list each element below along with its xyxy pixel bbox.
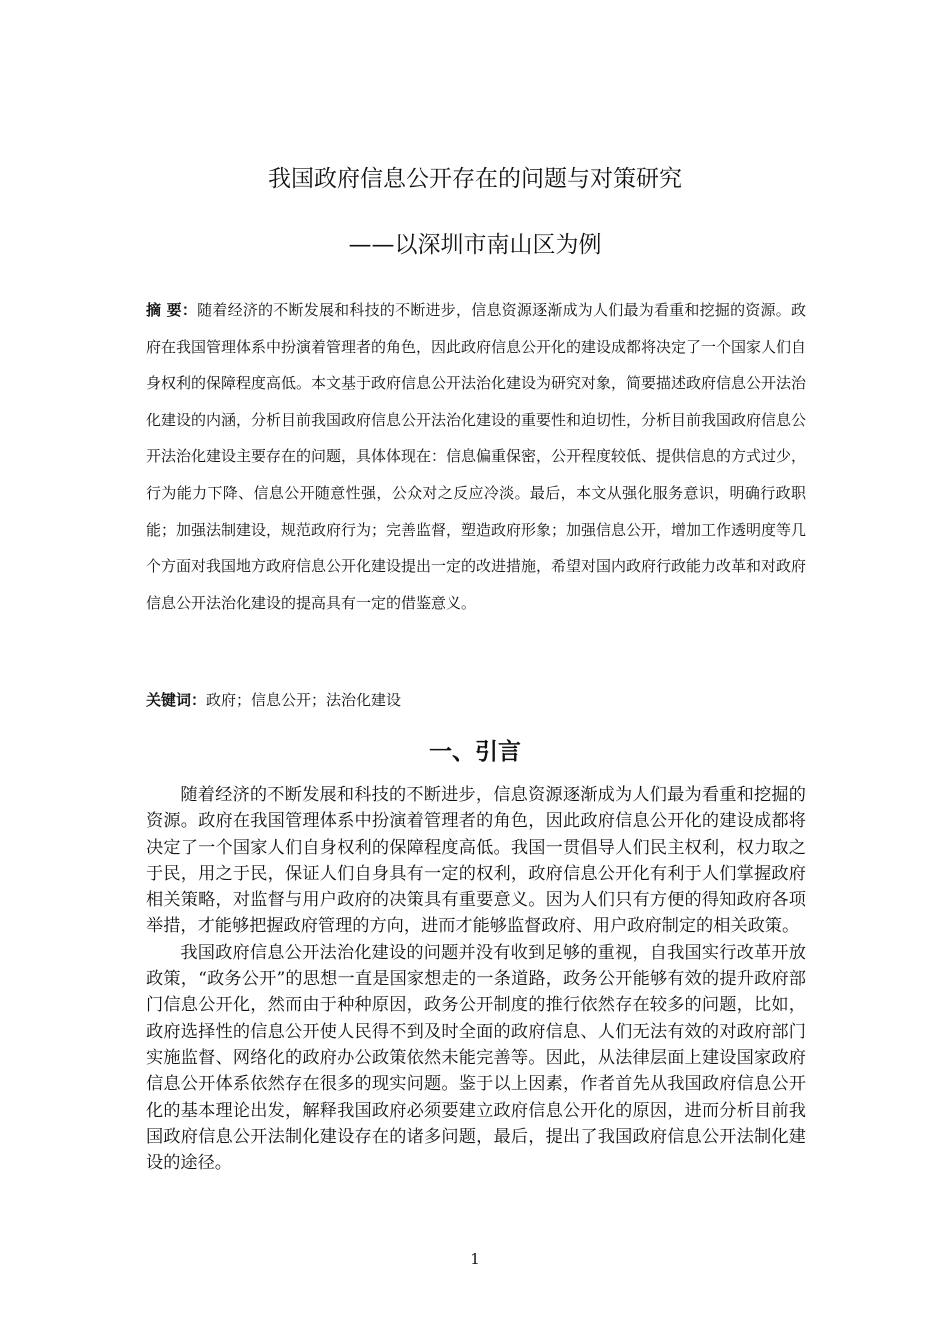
section-heading-introduction: 一、引言 [429,739,521,765]
paragraph: 我国政府信息公开法治化建设的问题并没有收到足够的重视，自我国实行改革开放政策，“政务公开”的思想一直是国家想走的一条道路，政务公开能够有效的提升政府部门信息公开化，然而由于种种原因，政务公开制度的推行依然存在较多的问题，比如，政府选择性的信息公开使人民得不到及时全面的政府信息、人们无法有效的对政府部门实施监督、网络化的政府办公政策依然未能完善等。因此，从法律层面上建设国家政府信息公开体系依然存在很多的现实问题。鉴于以上因素，作者首先从我国政府信息公开化的基本理论出发，解释我国政府必须要建立政府信息公开化的原因，进而分析目前我国政府信息公开法制化建设存在的诸多问题，最后，提出了我国政府信息公开法制化建设的途径。 [146,942,806,1174]
keywords-text: 政府；信息公开；法治化建设 [206,691,402,709]
document-title: 我国政府信息公开存在的问题与对策研究 [268,166,682,192]
abstract-label: 摘 要： [146,301,198,319]
abstract [146,292,806,621]
paragraph: 随着经济的不断发展和科技的不断进步，信息资源逐渐成为人们最为看重和挖掘的资源。政府在我国管理体系中扮演着管理者的角色，因此政府信息公开化的建设成都将决定了一个国家人们自身权利的保障程度高低。我国一贯倡导人们民主权利，权力取之于民，用之于民，保证人们自身具有一定的权利，政府信息公开化有利于人们掌握政府相关策略，对监督与用户政府的决策具有重要意义。因为人们只有方便的得知政府各项举措，才能够把握政府管理的方向，进而才能够监督政府、用户政府制定的相关政策。 [146,785,806,937]
keywords-label: 关键词： [146,691,207,709]
abstract-text: 随着经济的不断发展和科技的不断进步，信息资源逐渐成为人们最为看重和挖掘的资源。政府在我国管理体系中扮演着管理者的角色，因此政府信息公开化的建设成都将决定了一个国家人们自身权利的保障程度高低。本文基于政府信息公开法治化建设为研究对象，简要描述政府信息公开法治化建设的内涵，分析目前我国政府信息公开法治化建设的重要性和迫切性，分析目前我国政府信息公开法治化建设主要存在的问题，具体体现在：信息偏重保密，公开程度较低、提供信息的方式过少，行为能力下降、信息公开随意性强，公众对之反应冷淡。最后，本文从强化服务意识，明确行政职能；加强法制建设，规范政府行为；完善监督，塑造政府形象；加强信息公开，增加工作透明度等几个方面对我国地方政府信息公开化建设提出一定的改进措施，希望对国内政府行政能力改革和对政府信息公开法治化建设的提高具有一定的借鉴意义。 [146,301,807,612]
document-subtitle: ——以深圳市南山区为例 [348,232,602,258]
page-number: 1 [470,1250,480,1268]
body-text [146,782,806,1176]
keywords [146,688,806,712]
